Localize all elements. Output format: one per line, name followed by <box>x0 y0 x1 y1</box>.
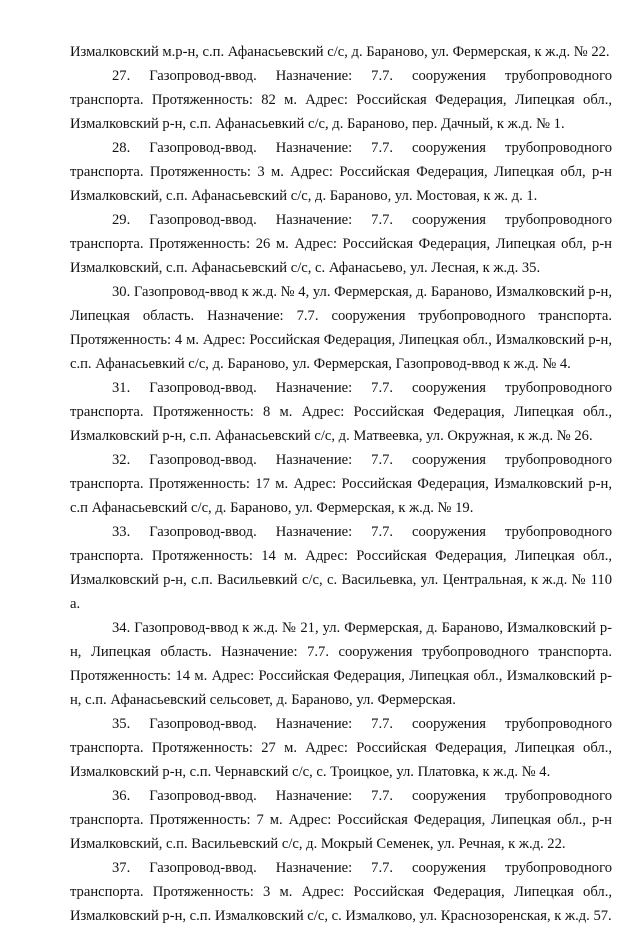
paragraph-item-33: 33. Газопровод-ввод. Назначение: 7.7. сооружения трубопроводного транспорта. Протяженность: 14 м. Адрес: Российская Федерация, Липецкая обл., Измалковский р-н, с.п. Васильевкий с/с, с. Васильевка, ул. Центральная, к ж.д. № 110 а. <box>70 524 612 612</box>
paragraph-item-35: 35. Газопровод-ввод. Назначение: 7.7. сооружения трубопроводного транспорта. Протяженность: 27 м. Адрес: Российская Федерация, Липецкая обл., Измалковский р-н, с.п. Чернавский с/с, с. Троицкое, ул. Платовка, к ж.д. № 4. <box>70 716 612 780</box>
paragraph-item-28: 28. Газопровод-ввод. Назначение: 7.7. сооружения трубопроводного транспорта. Протяженность: 3 м. Адрес: Российская Федерация, Липецкая обл, р-н Измалковский, с.п. Афанасьевский с/с, д. Бараново, ул. Мостовая, к ж. д. 1. <box>70 140 612 204</box>
paragraph-item-27: 27. Газопровод-ввод. Назначение: 7.7. сооружения трубопроводного транспорта. Протяженность: 82 м. Адрес: Российская Федерация, Липецкая обл., Измалковский р-н, с.п. Афанасьевкий с/с, д. Бараново, пер. Дачный, к ж.д. № 1. <box>70 68 612 132</box>
paragraph-item-30: 30. Газопровод-ввод к ж.д. № 4, ул. Фермерская, д. Бараново, Измалковский р-н, Липецкая область. Назначение: 7.7. сооружения трубопроводного транспорта. Протяженность: 4 м. Адрес: Российская Федерация, Липецкая обл., Измалковский р-н, с.п. Афанасьевкий с/с, д. Бараново, ул. Фермерская, Газопровод-ввод к ж.д. № 4. <box>70 284 612 372</box>
paragraph-item-29: 29. Газопровод-ввод. Назначение: 7.7. сооружения трубопроводного транспорта. Протяженность: 26 м. Адрес: Российская Федерация, Липецкая обл, р-н Измалковский, с.п. Афанасьевский с/с, с. Афанасьево, ул. Лесная, к ж.д. 35. <box>70 212 612 276</box>
paragraph-item-34: 34. Газопровод-ввод к ж.д. № 21, ул. Фермерская, д. Бараново, Измалковский р-н, Липецкая область. Назначение: 7.7. сооружения трубопроводного транспорта. Протяженность: 14 м. Адрес: Российская Федерация, Липецкая обл., Измалковский р-н, с.п. Афанасьевский сельсовет, д. Бараново, ул. Фермерская. <box>70 620 612 708</box>
document-page <box>70 40 612 928</box>
paragraph-item-37: 37. Газопровод-ввод. Назначение: 7.7. сооружения трубопроводного транспорта. Протяженность: 3 м. Адрес: Российская Федерация, Липецкая обл., Измалковский р-н, с.п. Измалковский с/с, с. Измалково, ул. Краснозоренская, к ж.д. 57. <box>70 860 612 924</box>
paragraph-item-36: 36. Газопровод-ввод. Назначение: 7.7. сооружения трубопроводного транспорта. Протяженность: 7 м. Адрес: Российская Федерация, Липецкая обл., р-н Измалковский, с.п. Васильевский с/с, д. Мокрый Семенек, ул. Речная, к ж.д. 22. <box>70 788 612 852</box>
paragraph-item-31: 31. Газопровод-ввод. Назначение: 7.7. сооружения трубопроводного транспорта. Протяженность: 8 м. Адрес: Российская Федерация, Липецкая обл., Измалковский р-н, с.п. Афанасьевский с/с, д. Матвеевка, ул. Окружная, к ж.д. № 26. <box>70 380 612 444</box>
paragraph-continuation: Измалковский м.р-н, с.п. Афанасьевский с/с, д. Бараново, ул. Фермерская, к ж.д. № 22. <box>70 44 610 60</box>
paragraph-item-32: 32. Газопровод-ввод. Назначение: 7.7. сооружения трубопроводного транспорта. Протяженность: 17 м. Адрес: Российская Федерация, Измалковский р-н, с.п Афанасьевский с/с, д. Бараново, ул. Фермерская, к ж.д. № 19. <box>70 452 612 516</box>
